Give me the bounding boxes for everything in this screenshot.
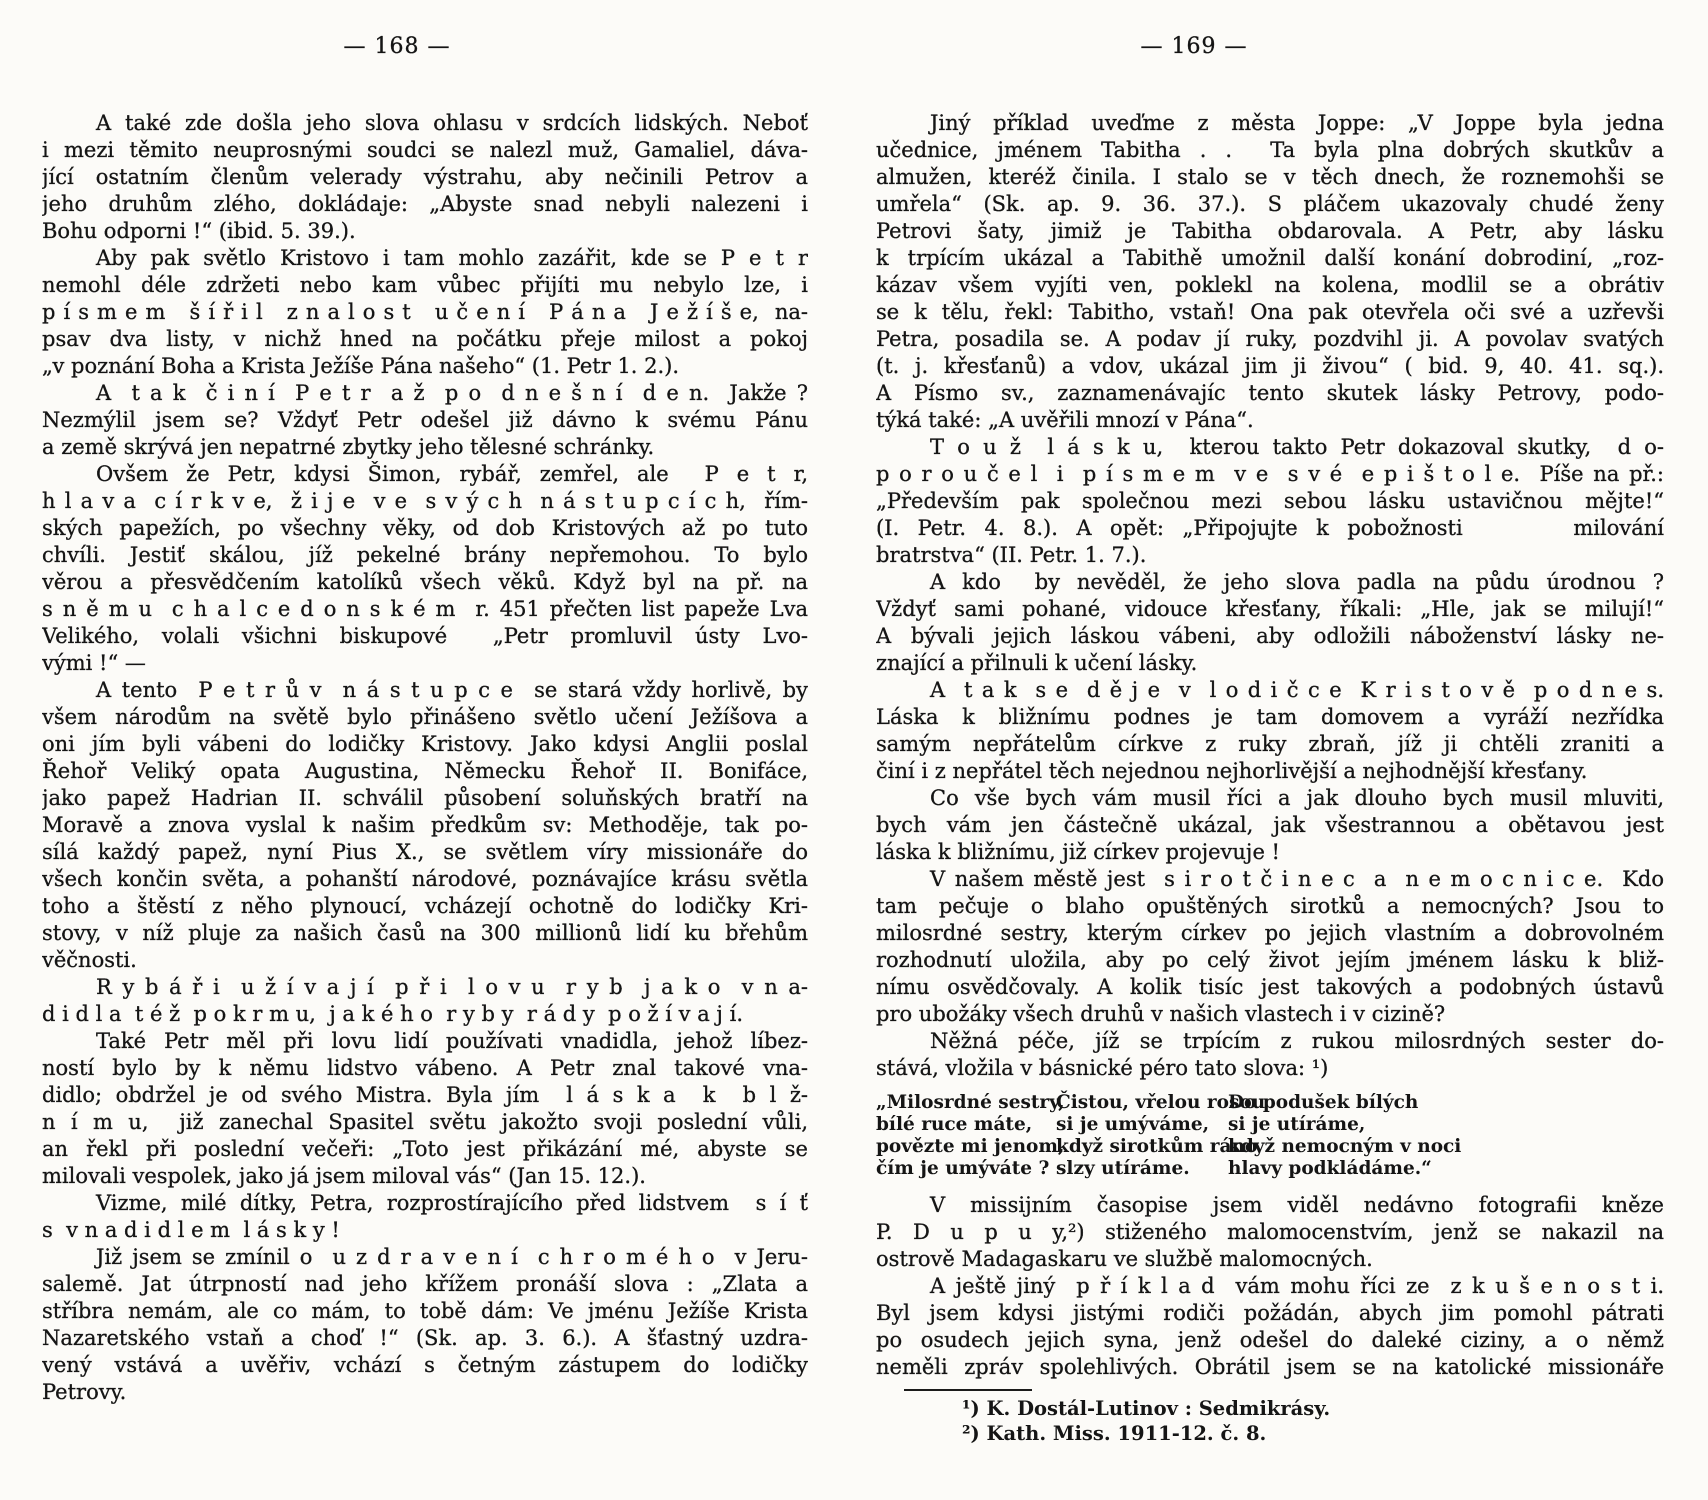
poem-line: Do podušek bílých [1228, 1092, 1419, 1113]
text-line: T o u ž l á s k u, kterou takto Petr dokazoval skutky, d o- [930, 435, 1664, 459]
text-line: samým nepřátelům církve z ruky zbraň, jíž ji chtěli zraniti a [876, 732, 1664, 756]
text-line: oni jím byli vábeni do lodičky Kristovy. Jako kdysi Anglii poslal [42, 732, 808, 756]
text-line: (I. Petr. 4. 8.). A opět: „Připojujte k pobožnosti milování [876, 516, 1664, 540]
text-line: R y b á ř i u ž í v a j í p ř i l o v u r y b j a k o v n a- [96, 975, 808, 999]
poem-stanza [876, 1092, 1065, 1180]
text-line: Aby pak světlo Kristovo i tam mohlo zazářit, kde se P e t r [96, 246, 808, 270]
text-line: A kdo by nevěděl, že jeho slova padla na půdu úrodnou ? [930, 570, 1664, 594]
text-line: V našem městě jest s i r o t č i n e c a n e m o c n i c e. Kdo [930, 867, 1664, 891]
page-168 [42, 34, 808, 1406]
footnotes [876, 1389, 1664, 1446]
poem-line: bílé ruce máte, [876, 1114, 1033, 1135]
page-body [42, 110, 808, 1406]
text-line: chvíli. Jestiť skálou, jíž pekelné brány nepřemohou. To bylo [42, 543, 808, 567]
text-line: kázav všem vyjíti ven, poklekl na kolena, modlil se a obrátiv [876, 273, 1664, 297]
poem-stanza [1228, 1092, 1664, 1180]
text-line: věrou a přesvědčením katolíků všech věků. Když byl na př. na [42, 570, 808, 594]
text-line: „Především pak společnou mezi sebou lásku ustavičnou mějte!“ [876, 489, 1664, 513]
text-line: d i d l a t é ž p o k r m u, j a k é h o r y b y r á d y p o ž í v a j í. [42, 1002, 743, 1026]
text-line: (t. j. křesťanů) a vdov, ukázal jim ji živou“ ( bid. 9, 40. 41. sq.). [876, 354, 1664, 378]
text-line: Bohu odporni !“ (ibid. 5. 39.). [42, 219, 356, 243]
footnote: ¹) K. Dostál-Lutinov : Sedmikrásy. [962, 1397, 1331, 1420]
text-line: Vždyť sami pohané, vidouce křesťany, říkali: „Hle, jak se milují!“ [876, 597, 1664, 621]
text-line: rozhodnutí uložila, aby po celý život jejím jménem lásku k bliž- [876, 948, 1664, 972]
text-line: učednice, jménem Tabitha . . Ta byla plna dobrých skutkův a [876, 138, 1664, 162]
text-line: A t a k č i n í P e t r a ž p o d n e š n í d e n. Jakže ? [96, 381, 808, 405]
text-line: vený vstává a uvěřiv, vchází s četným zástupem do lodičky [42, 1353, 808, 1377]
text-line: Petra, posadila se. A podav jí ruky, pozdvihl ji. A povolav svatých [876, 327, 1664, 351]
text-line: činí i z nepřátel těch nejednou nejhorlivější a nejhodnější křesťany. [876, 759, 1588, 783]
text-line: didlo; obdržel je od svého Mistra. Byla jím l á s k a k b l ž- [42, 1083, 808, 1107]
text-line: milovali vespolek, jako já jsem miloval vás“ (Jan 15. 12.). [42, 1164, 646, 1188]
text-line: Řehoř Veliký opata Augustina, Německu Řehoř II. Bonifáce, [42, 759, 808, 783]
text-line: Ovšem že Petr, kdysi Šimon, rybář, zemřel, ale P e t r, [96, 462, 808, 486]
text-line: nemohl déle zdržeti nebo kam vůbec přijíti mu nebylo lze, i [42, 273, 808, 297]
text-line: k trpícím ukázal a Tabithě umožnil další konání dobrodiní, „roz- [876, 246, 1664, 270]
text-line: Petrovi šaty, jimiž je Tabitha obdarovala. A Petr, aby lásku [876, 219, 1664, 243]
text-line: jako papež Hadrian II. schválil působení soluňských bratří na [42, 786, 808, 810]
text-line: Něžná péče, jíž se trpícím z rukou milosrdných sester do- [930, 1029, 1664, 1053]
text-line: týká také: „A uvěřili mnozí v Pána“. [876, 408, 1254, 432]
text-line: Nazaretského vstaň a choď !“ (Sk. ap. 3. 6.). A šťastný uzdra- [42, 1326, 808, 1350]
footnote-rule [904, 1389, 1032, 1391]
text-line: jeho druhům zlého, dokládaje: „Abyste snad nebyli nalezeni i [42, 192, 808, 216]
text-line: pro ubožáky všech druhů v našich vlastech i v cizině? [876, 1002, 1446, 1026]
text-line: Také Petr měl při lovu lidí používati vnadidla, jehož líbez- [96, 1029, 808, 1053]
text-line: bych vám jen částečně ukázal, jak všestrannou a obětavou jest [876, 813, 1664, 837]
text-line: umřela“ (Sk. ap. 9. 36. 37.). S pláčem ukazovaly chudé ženy [876, 192, 1664, 216]
text-line: ských papežích, po všechny věky, od dob Kristových až po tuto [42, 516, 808, 540]
text-line: Moravě a znova vyslal k našim předkům sv: Methoděje, tak po- [42, 813, 808, 837]
text-line: vými !“ — [42, 651, 146, 675]
text-line: salemě. Jat útrpností nad jeho křížem pronáší slova : „Zlata a [42, 1272, 808, 1296]
poem-line: čím je umýváte ? [876, 1158, 1050, 1179]
text-line: neměli zpráv spolehlivých. Obrátil jsem se na katolické missionáře [876, 1355, 1664, 1379]
text-line: znající a přilnuli k učení lásky. [876, 651, 1198, 675]
page-body [876, 110, 1664, 1446]
text-line: h l a v a c í r k v e, ž i j e v e s v ý c h n á s t u p c í c h, řím- [42, 489, 808, 513]
poem-line: povězte mi jenom, [876, 1136, 1065, 1157]
poem-line: když sirotkům ráno [1056, 1136, 1258, 1157]
text-line: n í m u, již zanechal Spasitel světu jakožto svoji poslední vůli, [42, 1110, 808, 1134]
text-line: Co vše bych vám musil říci a jak dlouho bych musil mluviti, [930, 786, 1664, 810]
text-line: stříbra nemám, ale co mám, to tobě dám: Ve jménu Ježíše Krista [42, 1299, 808, 1323]
text-line: všem národům na světě bylo přinášeno světlo učení Ježíšova a [42, 705, 808, 729]
text-line: A tento P e t r ů v n á s t u p c e se stará vždy horlivě, by [96, 678, 808, 702]
text-line: s n ě m u c h a l c e d o n s k é m r. 451 přečten list papeže Lva [42, 597, 808, 621]
page-number: — 169 — [1140, 34, 1248, 59]
text-line: tam pečuje o blaho opuštěných sirotků a nemocných? Jsou to [876, 894, 1664, 918]
text-line: Již jsem se zmínil o u z d r a v e n í c h r o m é h o v Jeru- [96, 1245, 808, 1269]
text-line: toho a štěstí z něho plynoucí, vcházejí ochotně do lodičky Kri- [42, 894, 808, 918]
page-169 [876, 34, 1664, 1446]
text-line: věčnosti. [42, 948, 137, 972]
poem [876, 1092, 1664, 1180]
text-line: V missijním časopise jsem viděl nedávno fotografii kněze [930, 1193, 1664, 1217]
text-line: Velikého, volali všichni biskupové „Petr promluvil ústy Lvo- [42, 624, 808, 648]
poem-line: si je utíráme, [1228, 1114, 1366, 1135]
text-line: stává, vložila v básnické péro tato slova: ¹) [876, 1056, 1329, 1080]
text-line: bratrstva“ (II. Petr. 1. 7.). [876, 543, 1147, 567]
poem-stanza [1056, 1092, 1266, 1180]
text-line: ností bylo by k němu lidstvo vábeno. A Petr znal takové vna- [42, 1056, 808, 1080]
text-line: A ještě jiný p ř í k l a d vám mohu říci ze z k u š e n o s t i. [930, 1274, 1664, 1298]
text-line: A také zde došla jeho slova ohlasu v srdcích lidských. Neboť [96, 111, 808, 135]
text-line: milosrdné sestry, kterým církev po jejich vlastním a dobrovolném [876, 921, 1664, 945]
poem-line: si je umýváme, [1056, 1114, 1210, 1135]
poem-line: hlavy podkládáme.“ [1228, 1158, 1432, 1179]
text-line: po osudech jejich syna, jenž odešel do daleké ciziny, a o němž [876, 1328, 1664, 1352]
text-line: a země skrývá jen nepatrné zbytky jeho tělesné schránky. [42, 435, 655, 459]
poem-line: „Milosrdné sestry, [876, 1092, 1065, 1113]
text-line: Nezmýlil jsem se? Vždyť Petr odešel již dávno k svému Pánu [42, 408, 808, 432]
text-line: Jiný příklad uveďme z města Joppe: „V Joppe byla jedna [930, 111, 1664, 135]
text-line: ostrově Madagaskaru ve službě malomocných. [876, 1247, 1373, 1271]
text-line: jící ostatním členům velerady výstrahu, aby nečinili Petrov a [42, 165, 808, 189]
text-line: almužen, kteréž činila. I stalo se v těch dnech, že roznemohši se [876, 165, 1664, 189]
text-line: an řekl při poslední večeři: „Toto jest přikázání mé, abyste se [42, 1137, 808, 1161]
text-line: p o r o u č e l i p í s m e m v e s v é e p i š t o l e. Píše na př.: [876, 462, 1664, 486]
text-line: P. D u p u y,²) stiženého malomocenstvím, jenž se nakazil na [876, 1220, 1664, 1244]
text-line: se k tělu, řekl: Tabitho, vstaň! Ona pak otevřela oči své a uzřevši [876, 300, 1664, 324]
poem-line: když nemocným v noci [1228, 1136, 1462, 1157]
text-line: sílá každý papež, nyní Pius X., se světlem víry missionáře do [42, 840, 808, 864]
text-line: p í s m e m š í ř i l z n a l o s t u č e n í P á n a J e ž í š e, na- [42, 300, 808, 324]
poem-line: slzy utíráme. [1056, 1158, 1190, 1179]
text-line: „v poznání Boha a Krista Ježíše Pána našeho“ (1. Petr 1. 2.). [42, 354, 680, 378]
text-line: Petrovy. [42, 1380, 127, 1404]
text-line: stovy, v níž pluje za našich časů na 300 millionů lidí ku břehům [42, 921, 808, 945]
footnote: ²) Kath. Miss. 1911-12. č. 8. [962, 1422, 1267, 1445]
text-line: Vizme, milé dítky, Petra, rozprostírajícího před lidstvem s í ť [96, 1191, 808, 1215]
text-line: A bývali jejich láskou vábeni, aby odložili náboženství lásky ne- [876, 624, 1664, 648]
text-line: psav dva listy, v nichž hned na počátku přeje milost a pokoj [42, 327, 808, 351]
text-line: s v n a d i d l e m l á s k y ! [42, 1218, 340, 1242]
text-line: A Písmo sv., zaznamenávajíc tento skutek lásky Petrovy, podo- [876, 381, 1664, 405]
text-line: nímu osvědčovaly. A kolik tisíc jest takových a podobných ústavů [876, 975, 1664, 999]
text-line: Byl jsem kdysi jistými rodiči požádán, abych jim pomohl pátrati [876, 1301, 1664, 1325]
text-line: láska k bližnímu, již církev projevuje ! [876, 840, 1280, 864]
poem-line: Čistou, vřelou rosou [1056, 1092, 1266, 1113]
text-line: A t a k s e d ě j e v l o d i č c e K r i s t o v ě p o d n e s. [930, 678, 1664, 702]
text-line: všech končin světa, a pohanští národové, poznávajíce krásu světla [42, 867, 808, 891]
text-line: Láska k bližnímu podnes je tam domovem a vyráží nezřídka [876, 705, 1664, 729]
page-number: — 168 — [343, 34, 451, 59]
text-line: i mezi těmito neuprosnými soudci se nalezl muž, Gamaliel, dáva- [42, 138, 808, 162]
